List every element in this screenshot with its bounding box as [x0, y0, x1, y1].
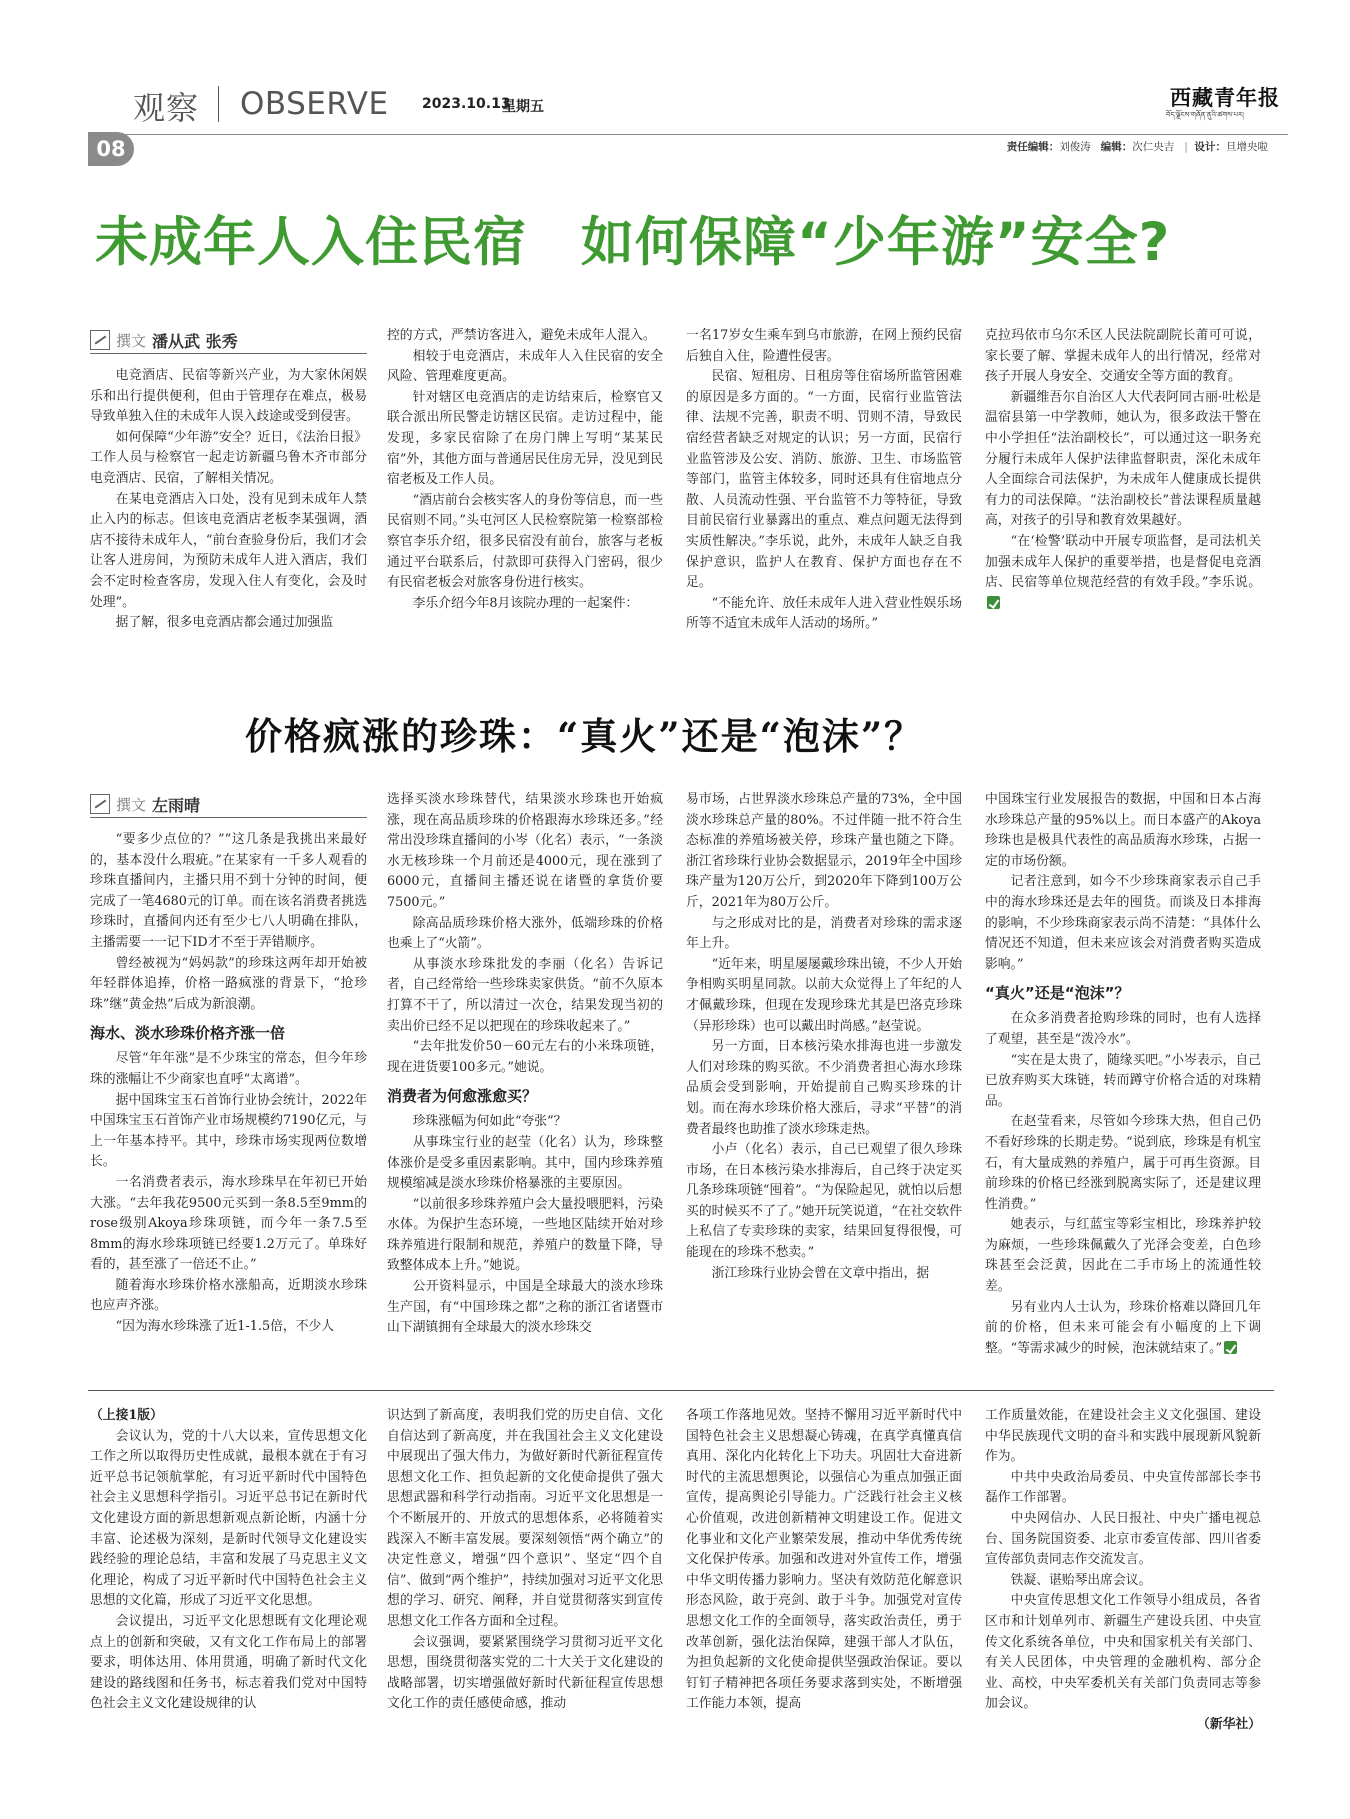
- paragraph: 据中国珠宝玉石首饰行业协会统计，2022年中国珠宝玉石首饰产业市场规模约7190亿元，与上一年基本持平。其中，珍珠市场实现两位数增长。: [90, 1092, 367, 1170]
- paragraph: 铁凝、谌贻琴出席会议。: [1010, 1572, 1152, 1588]
- editor-label: 责任编辑：: [1006, 141, 1060, 153]
- editor-credits: 责任编辑：刘俊涛 编辑：次仁央吉 | 设计：旦增央啦: [1006, 141, 1268, 153]
- source-credit: （新华社）: [1197, 1716, 1261, 1732]
- paragraph: 浙江珍珠行业协会曾在文章中指出，据: [711, 1265, 930, 1281]
- designer-name: 旦增央啦: [1226, 141, 1268, 153]
- paragraph: 随着海水珍珠价格水涨船高，近期淡水珍珠也应声齐涨。: [90, 1277, 367, 1314]
- paragraph: 在赵莹看来，尽管如今珍珠大热，但自己仍不看好珍珠的长期走势。“说到底，珍珠是有机宝石，有大量成熟的养殖户，属于可再生资源。目前珍珠的价格已经涨到脱离实际了，还是建议理性消费。”: [985, 1114, 1261, 1212]
- subheading: 消费者为何愈涨愈买？: [387, 1087, 538, 1106]
- article1-col3: [686, 326, 962, 635]
- article1-col4: [985, 326, 1261, 614]
- paragraph: 会议提出，习近平文化思想既有文化理论观点上的创新和突破，又有文化工作布局上的部署要求，明体达用、体用贯通，明确了新时代文化建设的路线图和任务书，标志着我们党对中国特色社会主义文化建设规律的认: [90, 1613, 367, 1712]
- paragraph: 如何保障“少年游”安全？近日，《法治日报》工作人员与检察官一起走访新疆乌鲁木齐市部分电竞酒店、民宿，了解相关情况。: [90, 429, 367, 486]
- article1-col2: [387, 326, 663, 614]
- copyeditor-label: 编辑：: [1100, 141, 1133, 153]
- byline-label: 撰文: [116, 331, 147, 350]
- paragraph: 针对辖区电竞酒店的走访结束后，检察官又联合派出所民警走访辖区民宿。走访过程中，能发现，多家民宿除了在房门牌上写明“某某民宿”外，其他方面与普通居民住房无异，没见到民宿老板及工作人员。: [387, 389, 663, 488]
- paragraph: 在众多消费者抢购珍珠的同时，也有人选择了观望，甚至是“泼冷水”。: [985, 1011, 1261, 1047]
- header-rule: [88, 134, 1288, 135]
- paragraph: 在某电竞酒店入口处，没有见到未成年人禁止入内的标志。但该电竞酒店老板李某强调，酒店不接待未成年人，“前台查验身份后，我们才会让客人进房间，为预防未成年人进入酒店，我们会不定时检查客房，发现入住人有变化，会及时处理”。: [90, 491, 367, 610]
- page-number-badge: [88, 132, 134, 166]
- paragraph: [985, 1298, 1261, 1360]
- pencil-icon: [90, 794, 110, 814]
- continued-note: （上接1版）: [90, 1408, 163, 1423]
- paragraph: 珍珠涨幅为何如此“夸张”？: [412, 1114, 567, 1130]
- paragraph: 除高品质珍珠价格大涨外，低端珍珠的价格也乘上了“火箭”。: [387, 915, 663, 952]
- subheading: “真火”还是“泡沫”？: [985, 984, 1130, 1003]
- paragraph: “以前很多珍珠养殖户会大量投喂肥料，污染水体。为保护生态环境，一些地区陆续开始对珍珠养殖进行限制和规范，养殖户的数量下降，导致整体成本上升。”她说。: [387, 1196, 663, 1274]
- paragraph: 各项工作落地见效。坚持不懈用习近平新时代中国特色社会主义思想凝心铸魂，在真学真懂真信真用、深化内化转化上下功夫。巩固壮大奋进新时代的主流思想舆论，以强信心为重点加强正面宣传，提高舆论引导能力。广泛践行社会主义核心价值观，改进创新精神文明建设工作。促进文化事业和文化产业繁荣发展，推动中华优秀传统文化保护传承。加强和改进对外宣传工作，增强中华文明传播力影响力。坚决有效防范化解意识形态风险，敢于亮剑、敢于斗争。加强党对宣传思想文化工作的全面领导，落实政治责任，勇于改革创新，强化法治保障，建强干部人才队伍，为担负起新的文化使命提供坚强政治保证。要以钉钉子精神把各项任务要求落到实处，不断增强工作能力本领，提高: [686, 1408, 962, 1712]
- paragraph: 选择买淡水珍珠替代，结果淡水珍珠也开始疯涨，现在高品质珍珠的价格跟海水珍珠还多。”经常出没珍珠直播间的小岑（化名）表示，“一条淡水无核珍珠一个月前还是4000元，现在涨到了6000元，直播间主播还说在诸暨的拿货价要7500元。”: [387, 792, 663, 910]
- article3-col4: [985, 1406, 1261, 1736]
- section-separator: [88, 1390, 1274, 1391]
- subheading: 海水、淡水珍珠价格齐涨一倍: [90, 1024, 286, 1043]
- copyeditor-name: 次仁央吉: [1132, 141, 1175, 153]
- paragraph: 易市场，占世界淡水珍珠总产量的73%，全中国淡水珍珠总产量的80%。不过伴随一批不符合生态标准的养殖场被关停，珍珠产量也随之下降。浙江省珍珠行业协会数据显示，2019年全中国珍珠产量为120万公斤，到2020年下降到100万公斤，2021年为80万公斤。: [686, 792, 962, 910]
- paragraph: “不能允许、放任未成年人进入营业性娱乐场所等不适宜未成年人活动的场所。”: [686, 595, 962, 632]
- pencil-icon: [90, 330, 110, 350]
- paragraph: 克拉玛依市乌尔禾区人民法院副院长莆可可说，家长要了解、掌握未成年人的出行情况，经常对孩子开展人身安全、交通安全等方面的教育。: [985, 328, 1261, 385]
- issue-weekday: 星期五: [502, 99, 544, 115]
- paragraph: 识达到了新高度，表明我们党的历史自信、文化自信达到了新高度，并在我国社会主义文化建设中展现出了强大伟力，为做好新时代新征程宣传思想文化工作、担负起新的文化使命提供了强大思想武器和科学行动指南。习近平文化思想是一个不断展开的、开放式的思想体系，必将随着实践深入不断丰富发展。要深刻领悟“两个确立”的决定性意义，增强“四个意识”、坚定“四个自信”、做到“两个维护”，持续加强对习近平文化思想的学习、研究、阐释，并自觉贯彻落实到宣传思想文化工作各方面和全过程。: [387, 1408, 663, 1629]
- designer-label: 设计：: [1194, 141, 1226, 153]
- paragraph: 从事珠宝行业的赵莹（化名）认为，珍珠整体涨价是受多重因素影响。其中，国内珍珠养殖规模缩减是淡水珍珠价格暴涨的主要原因。: [387, 1134, 663, 1192]
- byline-authors: 左雨晴: [152, 795, 201, 815]
- paragraph: “近年来，明星屡屡戴珍珠出镜，不少人开始争相购买明星同款。以前大众觉得上了年纪的人才佩戴珍珠，但现在发现珍珠尤其是巴洛克珍珠（异形珍珠）也可以戴出时尚感。”赵莹说。: [686, 956, 962, 1034]
- byline-label: 撰文: [116, 795, 147, 814]
- paragraph: 从事淡水珍珠批发的李丽（化名）告诉记者，自己经常给一些珍珠卖家供货。“前不久原本打算不干了，所以清过一次仓，结果发现当初的卖出价已经不足以把现在的珍珠收起来了。”: [387, 956, 663, 1034]
- paragraph: 曾经被视为“妈妈款”的珍珠这两年却开始被年轻群体追捧，价格一路疯涨的背景下，“抢珍珠”继“黄金热”后成为新浪潮。: [90, 955, 367, 1012]
- paragraph: 她表示，与红蓝宝等彩宝相比，珍珠养护较为麻烦，一些珍珠佩戴久了光泽会变差，白色珍珠甚至会泛黄，因此在二手市场上的流通性较差。: [985, 1217, 1261, 1295]
- article2-col3: [686, 790, 962, 1284]
- paragraph: 中央网信办、人民日报社、中央广播电视总台、国务院国资委、北京市委宣传部、四川省委宣传部负责同志作交流发言。: [985, 1510, 1261, 1568]
- paragraph: 据了解，很多电竞酒店都会通过加强监: [115, 615, 334, 631]
- article2-byline: [90, 792, 200, 816]
- byline-authors: 潘从武 张秀: [152, 331, 238, 351]
- paragraph: “酒店前台会核实客人的身份等信息，而一些民宿则不同。”头屯河区人民检察院第一检察部检察官李乐介绍，很多民宿没有前台，旅客与老板通过平台联系后，付款即可获得入门密码，很少有民宿老板会对旅客身份进行核实。: [387, 492, 663, 591]
- editor-name: 刘俊涛: [1059, 141, 1091, 153]
- paragraph-text: “在‘检警’联动中开展专项监督，是司法机关加强未成年人保护的重要举措，也是督促电竞酒店、民宿等单位规范经营的有效手段。”李乐说。: [985, 533, 1261, 591]
- paper-name-tibetan: བོད་ལྗོངས་གཞོན་ནུའི་ཚགས་པར།: [1166, 111, 1244, 119]
- paragraph: 一名17岁女生乘车到乌市旅游，在网上预约民宿后独自入住，险遭性侵害。: [686, 328, 962, 364]
- paragraph: “因为海水珍珠涨了近1-1.5倍，不少人: [115, 1319, 335, 1335]
- paragraph: 尽管“年年涨”是不少珠宝的常态，但今年珍珠的涨幅让不少商家也直呼“太离谱”。: [90, 1051, 367, 1087]
- article3-col2: [387, 1406, 663, 1715]
- section-title-en: OBSERVE: [240, 86, 389, 122]
- paragraph: 记者注意到，如今不少珍珠商家表示自己手中的海水珍珠还是去年的囤货。而谈及日本排海的影响，不少珍珠商家表示尚不清楚：“具体什么情况还不知道，但未来应该会对消费者购买造成影响。”: [985, 874, 1261, 972]
- article1-headline: 未成年人入住民宿 如何保障“少年游”安全?: [95, 212, 1171, 273]
- article3-col3: [686, 1406, 962, 1715]
- paragraph: 小卢（化名）表示，自己已观望了很久珍珠市场，在日本核污染水排海后，自己终于决定买几条珍珠项链“囤着”。“为保险起见，就怕以后想买的时候买不了了。”她开玩笑说道，“在社交软件上私信了专卖珍珠的卖家，结果回复得很慢，可能现在的珍珠不愁卖。”: [686, 1142, 962, 1261]
- paragraph: 另一方面，日本核污染水排海也进一步激发人们对珍珠的购买欲。不少消费者担心海水珍珠品质会受到影响，开始提前自己购买珍珠的计划。而在海水珍珠价格大涨后，寻求“平替”的消费者最终也助推了淡水珍珠走热。: [686, 1039, 962, 1137]
- article2-col1: [90, 830, 367, 1338]
- paragraph: 会议认为，党的十八大以来，宣传思想文化工作之所以取得历史性成就，最根本就在于有习近平总书记领航掌舵，有习近平新时代中国特色社会主义思想科学指引。习近平总书记在新时代文化建设方面的新思想新观点新论断，内涵十分丰富、论述极为深刻，是新时代领导文化建设实践经验的理论总结，丰富和发展了马克思主义文化理论，构成了习近平新时代中国特色社会主义思想的文化篇，形成了习近平文化思想。: [90, 1428, 367, 1609]
- end-mark-icon: [987, 596, 1000, 609]
- page-number: 08: [96, 137, 126, 161]
- article1-col1: [90, 366, 367, 634]
- article2-col2: [387, 790, 663, 1339]
- paragraph: “实在是太贵了，随缘买吧。”小岑表示，自己已放弃购买大珠链，转而蹲守价格合适的对珠精品。: [985, 1052, 1261, 1109]
- paragraph: “要多少点位的？”“这几条是我挑出来最好的，基本没什么瑕疵。”在某家有一千多人观看的珍珠直播间内，主播只用不到十分钟的时间，便完成了一笔4680元的订单。而在该名消费者挑选珍珠时，直播间内还有至少七八人明确在排队，主播需要一一记下ID才不至于弄错顺序。: [90, 832, 367, 950]
- article1-byline: [90, 328, 238, 352]
- section-divider: [218, 86, 219, 122]
- paragraph: 中央宣传思想文化工作领导小组成员，各省区市和计划单列市、新疆生产建设兵团、中央宣传文化系统各单位，中央和国家机关有关部门、有关人民团体，中央管理的金融机构、部分企业、高校，中央军委机关有关部门负责同志等参加会议。: [985, 1593, 1261, 1712]
- paragraph: “去年批发价50－60元左右的小米珠项链，现在进货要100多元。”她说。: [387, 1039, 663, 1075]
- article3-col1: [90, 1406, 367, 1715]
- paragraph: [985, 532, 1261, 614]
- article2-col4: [985, 790, 1261, 1359]
- end-mark-icon: [1224, 1341, 1237, 1354]
- paragraph: 会议强调，要紧紧围绕学习贯彻习近平文化思想，围绕贯彻落实党的二十大关于文化建设的战略部署，切实增强做好新时代新征程宣传思想文化工作的责任感使命感，推动: [387, 1634, 663, 1712]
- paragraph: 李乐介绍今年8月该院办理的一起案件：: [412, 595, 639, 611]
- paragraph-text: 另有业内人士认为，珍珠价格难以降回几年前的价格，但未来可能会有小幅度的上下调整。“等需求减少的时候，泡沫就结束了。”: [985, 1299, 1261, 1356]
- paragraph: 新疆维吾尔自治区人大代表阿同古丽·吐松是温宿县第一中学教师，她认为，很多政法干警在中小学担任“法治副校长”，可以通过这一职务充分履行未成年人保护法律监督职责，深化未成年人全面综合司法保护，为未成年人健康成长提供有力的司法保障。“法治副校长”普法课程质量越高，对孩子的引导和教育效果越好。: [985, 389, 1261, 529]
- issue-date: 2023.10.13: [422, 96, 511, 112]
- paragraph: 相较于电竞酒店，未成年人入住民宿的安全风险、管理难度更高。: [387, 348, 663, 385]
- paragraph: 中国珠宝行业发展报告的数据，中国和日本占海水珍珠总产量的95%以上。而日本盛产的Akoya珍珠也是极具代表性的高品质海水珍珠，占据一定的市场份额。: [985, 792, 1261, 869]
- paragraph: 工作质量效能，在建设社会主义文化强国、建设中华民族现代文明的奋斗和实践中展现新风貌新作为。: [985, 1408, 1261, 1465]
- paragraph: 中共中央政治局委员、中央宣传部部长李书磊作工作部署。: [985, 1469, 1261, 1506]
- paper-name: 西藏青年报: [1170, 85, 1280, 110]
- paragraph: 民宿、短租房、日租房等住宿场所监管困难的原因是多方面的。“一方面，民宿行业监管法律、法规不完善，职责不明、罚则不清，导致民宿经营者缺乏对规定的认识；另一方面，民宿行业监管涉及公安、消防、旅游、卫生、市场监管等部门，监管主体较多，同时还具有住宿地点分散、人员流动性强、平台监管不力等特征，导致目前民宿行业暴露出的重点、难点问题无法得到实质性解决。”李乐说，此外，未成年人缺乏自我保护意识，监护人在教育、保护方面也存在不足。: [686, 369, 962, 591]
- section-title-cn: 观察: [133, 89, 200, 127]
- paragraph: 控的方式，严禁访客进入，避免未成年人混入。: [387, 328, 656, 343]
- paragraph: 电竞酒店、民宿等新兴产业，为大家休闲娱乐和出行提供便利，但由于管理存在难点，极易导致单独入住的未成年人误入歧途或受到侵害。: [90, 368, 367, 425]
- byline-rule: [90, 353, 367, 354]
- paragraph: 与之形成对比的是，消费者对珍珠的需求逐年上升。: [686, 915, 962, 952]
- byline-rule: [90, 817, 367, 818]
- article2-headline: 价格疯涨的珍珠：“真火”还是“泡沫”？: [245, 714, 924, 758]
- paragraph: 公开资料显示，中国是全球最大的淡水珍珠生产国，有“中国珍珠之都”之称的浙江省诸暨市山下湖镇拥有全球最大的淡水珍珠交: [387, 1279, 663, 1336]
- paragraph: 一名消费者表示，海水珍珠早在年初已开始大涨。“去年我花9500元买到一条8.5至9mm的rose级别Akoya珍珠项链，而今年一条7.5至8mm的海水珍珠项链已经要1.2万元了。单珠好看的，甚至涨了一倍还不止。”: [90, 1174, 367, 1273]
